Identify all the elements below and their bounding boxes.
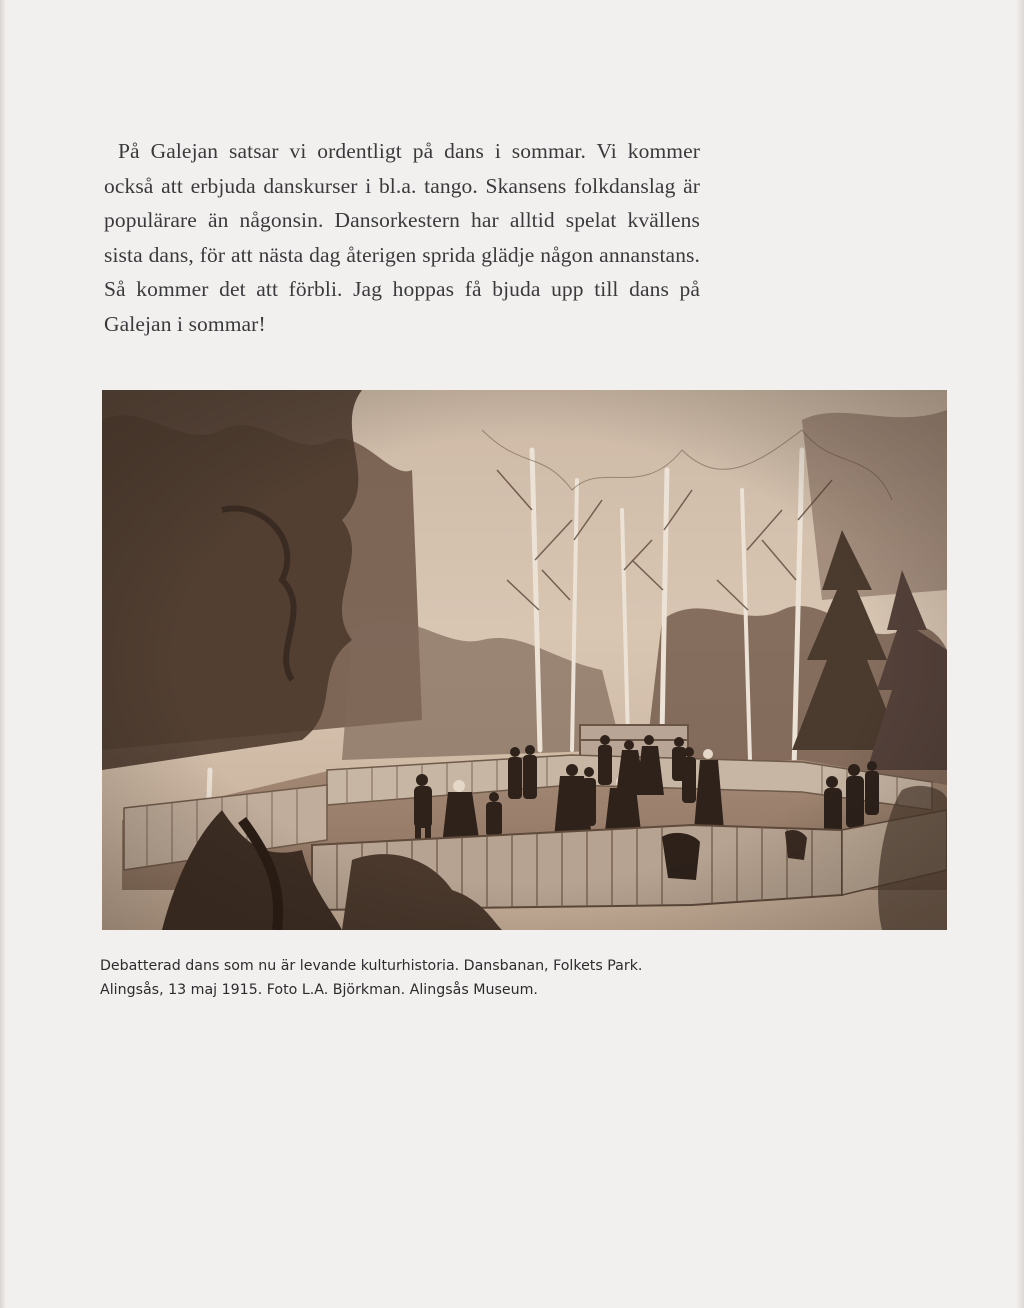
dance-pavilion-photo [102, 390, 947, 930]
photo-vignette [102, 390, 947, 930]
body-paragraph [104, 134, 700, 342]
page-edge-left [0, 0, 6, 1308]
photo-caption [100, 955, 720, 1002]
page-edge-right [1016, 0, 1024, 1308]
caption-line-2: Alingsås, 13 maj 1915. Foto L.A. Björkman. Alingsås Museum. [100, 981, 538, 998]
photo-illustration [102, 390, 947, 930]
body-paragraph-text: På Galejan satsar vi ordentligt på dans i sommar. Vi kommer också att erbjuda danskurser i bl.a. tango. Skansens folkdanslag är populärare än någonsin. Dansorkestern har alltid spelat kvällens sista dans, för att nästa dag återigen sprida glädje någon annanstans. Så kommer det att förbli. Jag hoppas få bjuda upp till dans på Galejan i sommar! [104, 139, 700, 336]
caption-line-1: Debatterad dans som nu är levande kulturhistoria. Dansbanan, Folkets Park. [100, 958, 643, 974]
